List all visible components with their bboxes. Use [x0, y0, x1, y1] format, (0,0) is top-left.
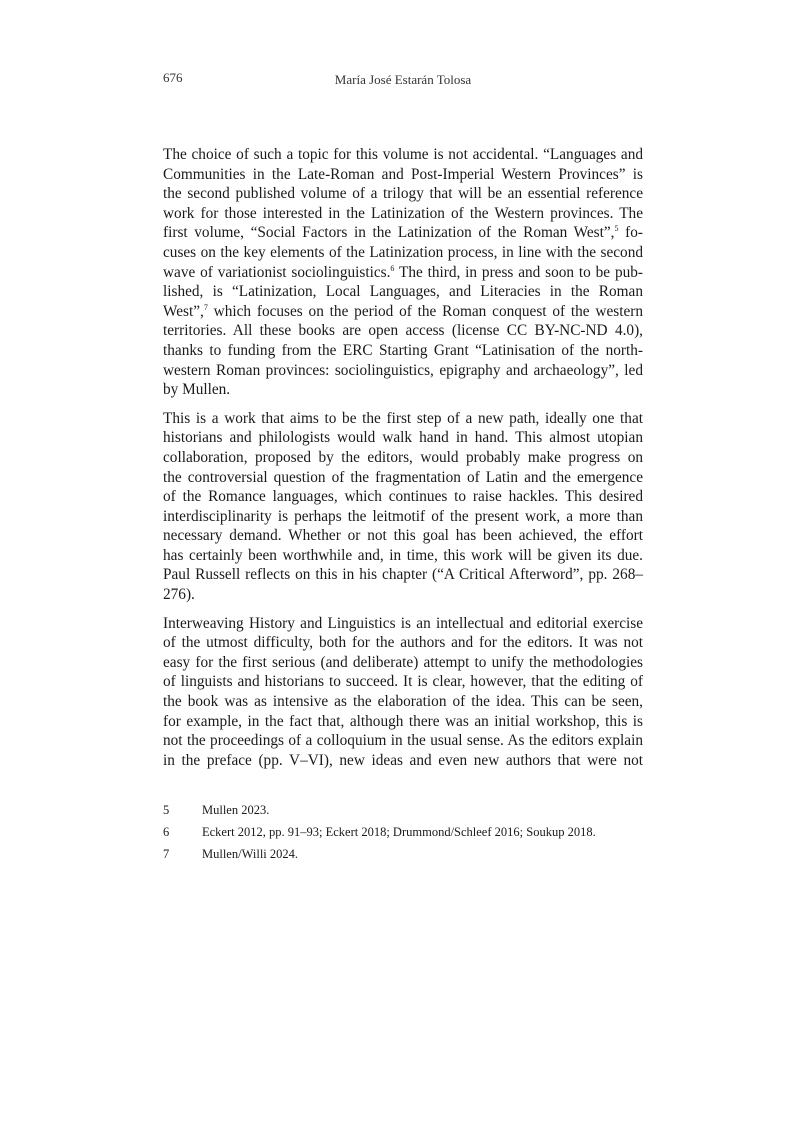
page-number: 676 [163, 70, 183, 85]
text-line: of the utmost difficulty, both for the authors and for the editors. It was not [163, 634, 643, 652]
text-line: This is a work that aims to be the first step of a new path, ideally one that [163, 409, 643, 427]
footnote-ref[interactable]: 7 [203, 302, 208, 312]
text-line: interdisciplinarity is perhaps the leitmotif of the present work, a more than [163, 507, 643, 525]
text-line: Paul Russell reflects on this in his chapter (“A Critical Afterword”, pp. 268– [163, 566, 643, 584]
paragraph [163, 145, 643, 400]
text-line: collaboration, proposed by the editors, would probably make progress on [163, 448, 643, 466]
footnote [163, 847, 643, 867]
text-line: in the preface (pp. V–VI), new ideas and even new authors that were not [163, 751, 643, 769]
footnote-ref[interactable]: 5 [614, 224, 619, 234]
text-line: the book was as intensive as the elaboration of the idea. This can be seen, [163, 693, 643, 711]
text-line: not the proceedings of a colloquium in the usual sense. As the editors explain [163, 732, 643, 750]
footnote [163, 825, 643, 845]
paragraph [163, 409, 643, 605]
text-line: of the Romance languages, which continues to raise hackles. This desired [163, 488, 643, 506]
footnote-number: 6 [163, 825, 170, 839]
text-line: Communities in the Late-Roman and Post-Imperial Western Provinces” is [163, 165, 643, 183]
text-line: work for those interested in the Latinization of the Western provinces. The [163, 204, 643, 222]
text-line: thanks to funding from the ERC Starting Grant “Latinisation of the north- [163, 341, 643, 359]
footnote-number: 7 [163, 847, 170, 861]
text-line: lished, is “Latinization, Local Languages, and Literacies in the Roman [163, 283, 643, 301]
text-line: Interweaving History and Linguistics is an intellectual and editorial exercise [163, 614, 643, 632]
footnote-text: Mullen/Willi 2024. [202, 847, 299, 861]
paragraph [163, 614, 643, 771]
footnote-number: 5 [163, 803, 170, 817]
running-head-author: María José Estarán Tolosa [334, 72, 472, 87]
text-line: cuses on the key elements of the Latinization process, in line with the second [163, 243, 643, 261]
text-line: West”,$^7$ which focuses on the period of the Roman conquest of the western [163, 302, 643, 320]
text-line: territories. All these books are open access (license CC BY-NC-ND 4.0), [163, 322, 643, 340]
text-line: of linguists and historians to succeed. It is clear, however, that the editing of [163, 673, 643, 691]
footnote [163, 803, 643, 823]
text-line: 276). [163, 586, 195, 604]
text-line: the controversial question of the fragmentation of Latin and the emergence [163, 468, 643, 486]
text-line: has certainly been worthwhile and, in time, this work will be given its due. [163, 546, 643, 564]
text-line: western Roman provinces: sociolinguistics, epigraphy and archaeology”, led [163, 361, 643, 379]
footnotes [163, 803, 643, 869]
body-text [163, 145, 643, 779]
footnote-text: Eckert 2012, pp. 91–93; Eckert 2018; Drummond/Schleef 2016; Soukup 2018. [202, 825, 596, 839]
text-line: for example, in the fact that, although there was an initial workshop, this is [163, 712, 643, 730]
text-line: The choice of such a topic for this volume is not accidental. “Languages and [163, 146, 643, 163]
footnote-ref[interactable]: 6 [390, 263, 395, 273]
text-line: wave of variationist sociolinguistics.$^6$ The third, in press and soon to be pub- [163, 263, 643, 281]
text-line: necessary demand. Whether or not this goal has been achieved, the effort [163, 527, 643, 545]
footnote-text: Mullen 2023. [202, 803, 270, 817]
text-line: by Mullen. [163, 381, 231, 399]
text-line: the second published volume of a trilogy that will be an essential reference [163, 185, 643, 203]
page-header [163, 70, 643, 90]
text-line: easy for the first serious (and deliberate) attempt to unify the methodologies [163, 653, 643, 671]
text-line: first volume, “Social Factors in the Latinization of the Roman West”,$^5$ fo- [163, 224, 643, 242]
text-line: historians and philologists would walk hand in hand. This almost utopian [163, 429, 643, 447]
